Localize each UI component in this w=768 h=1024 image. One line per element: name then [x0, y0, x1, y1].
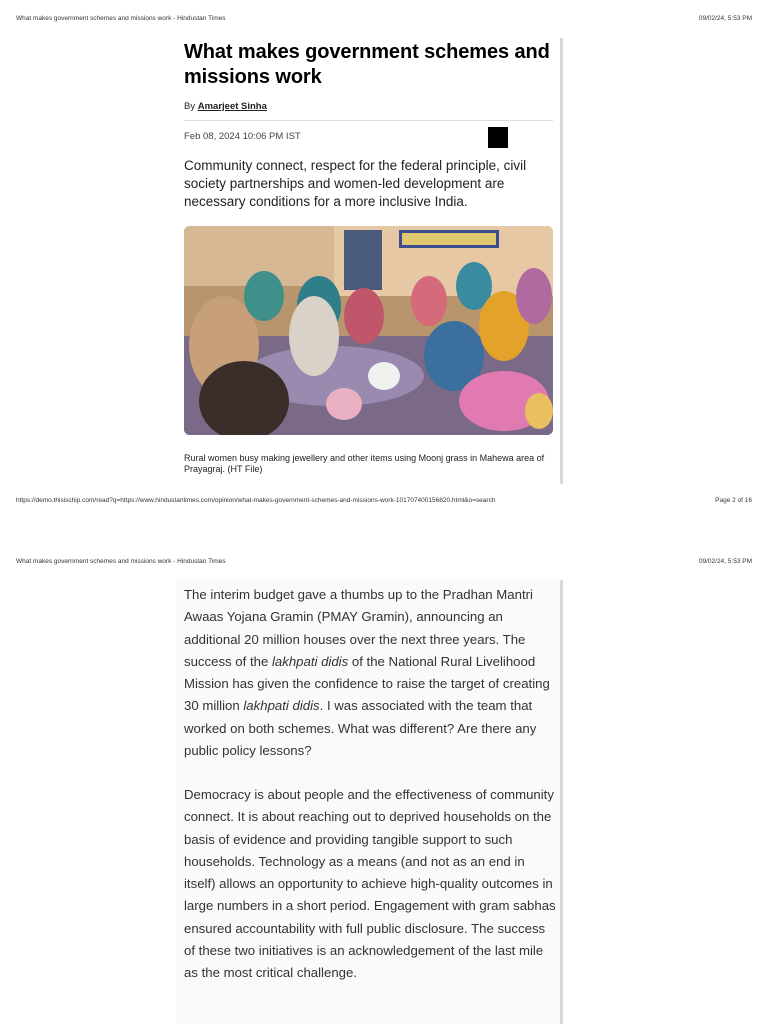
- article-summary: Community connect, respect for the federal principle, civil society partnerships and women-led development are necessary conditions for a more inclusive India.: [184, 158, 527, 209]
- paragraph-1-text-a: The interim budget gave a thumbs up to the Pradhan Mantri Awaas Yojana Gramin (PMAY Gramin), announcing an additional 20 million houses over the next three years. The success of the: [184, 587, 533, 669]
- article-paragraph-2: Democracy is about people and the effectiveness of community connect. It is about reaching out to deprived households on the basis of evidence and providing tangible support to such households. Technology as a means (and not as an end in itself) allows an opportunity to achieve high-quality outcomes in large numbers in a short period. Engagement with gram sabhas ensured accountability with full public disclosure. The success of these two initiatives is an acknowledgement of the last mile as the most critical challenge.: [184, 787, 556, 981]
- paragraph-1-text-b: of the National Rural Livelihood Mission has given the confidence to raise the target of creating 30 million: [184, 653, 550, 714]
- share-placeholder-icon[interactable]: [488, 127, 508, 148]
- article-paragraph-1: [184, 584, 556, 762]
- content-right-rule: [560, 38, 563, 484]
- print-footer-page: Page 2 of 16: [715, 497, 752, 504]
- byline-divider: [184, 120, 553, 121]
- article-title: What makes government schemes and missions work: [184, 41, 550, 88]
- print-header-datetime: 09/02/24, 5:53 PM: [698, 15, 752, 22]
- print-header-datetime-2: 09/02/24, 5:53 PM: [698, 558, 752, 565]
- byline: [184, 101, 267, 112]
- paragraph-1-emphasis-1: lakhpati didis: [271, 653, 349, 669]
- author-link[interactable]: Amarjeet Sinha: [197, 101, 267, 112]
- print-header-title-2: What makes government schemes and missions work - Hindustan Times: [16, 558, 226, 565]
- photo-caption: Rural women busy making jewellery and other items using Moonj grass in Mahewa area of Prayagraj. (HT File): [184, 453, 545, 474]
- paragraph-1-emphasis-2: lakhpati didis: [243, 698, 320, 714]
- article-photo: [184, 226, 553, 435]
- publish-date: Feb 08, 2024 10:06 PM IST: [184, 131, 301, 142]
- paragraph-1-text-c: . I was associated with the team that worked on both schemes. What was different? Are there any public policy lessons?: [184, 698, 537, 759]
- print-header-title: What makes government schemes and missions work - Hindustan Times: [16, 15, 226, 22]
- article-title-block: [184, 40, 554, 90]
- print-footer-url: https://demo.thisischip.com/read?q=https://www.hindustantimes.com/opinion/what-makes-government-schemes-and-missions-work-101707400156820.html&o=search: [16, 497, 496, 504]
- byline-prefix: By: [184, 101, 196, 112]
- photo-illustration: [184, 226, 553, 435]
- content-right-rule-2: [560, 580, 563, 1024]
